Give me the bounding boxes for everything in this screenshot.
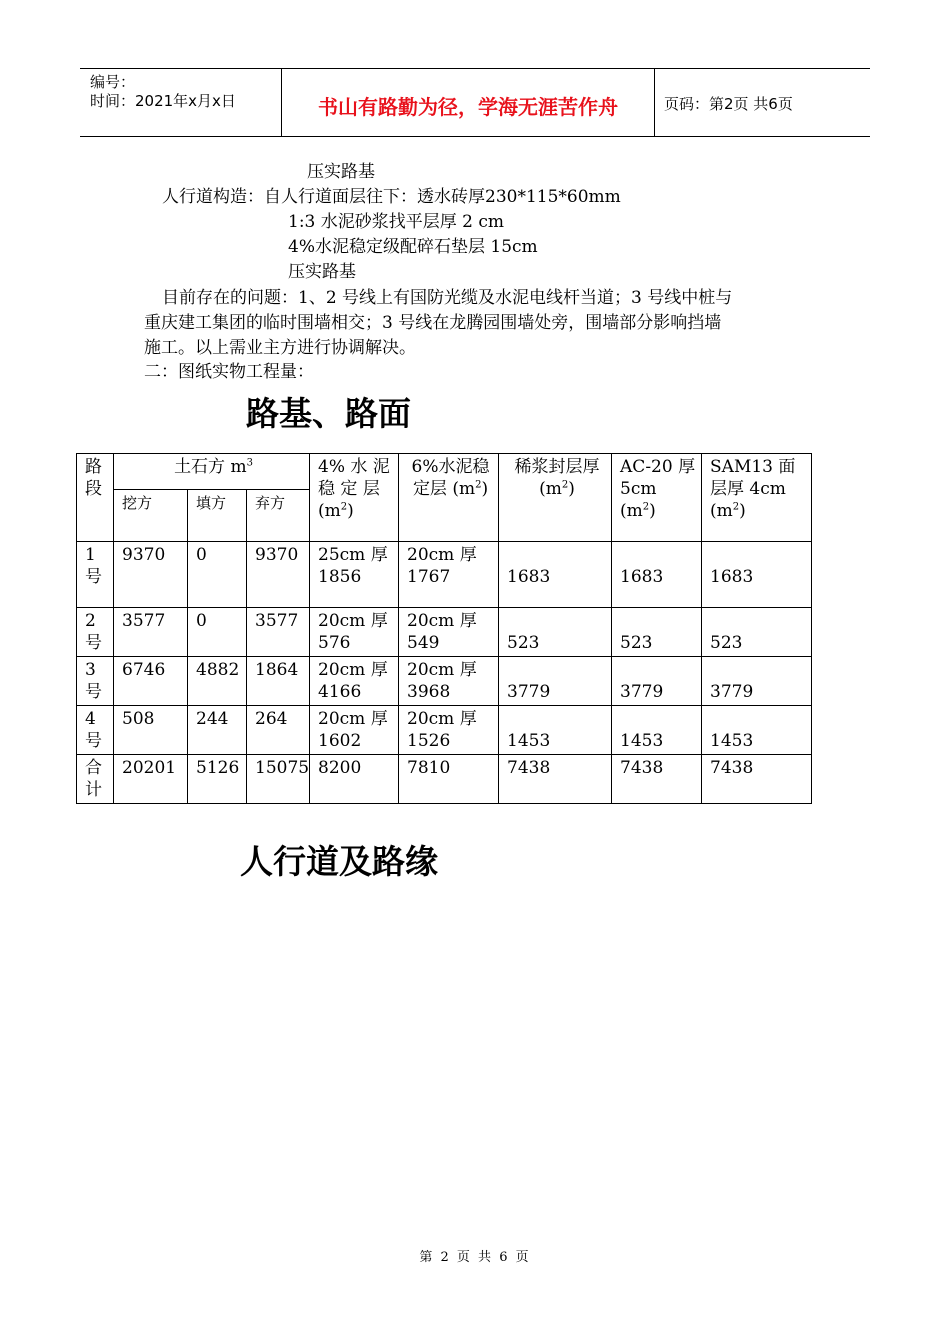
text-line: 二：图纸实物工程量： — [144, 362, 314, 382]
unit-close: ) — [739, 501, 746, 521]
unit-close: ) — [481, 479, 489, 499]
table-row — [77, 706, 812, 755]
cell-fill: 0 — [188, 608, 247, 657]
text-line: 4%水泥稳定级配碎石垫层 15cm — [288, 237, 538, 257]
cell-slurry — [499, 706, 612, 755]
cell-dig: 3577 — [114, 608, 188, 657]
cell-dig: 20201 — [114, 755, 188, 804]
unit-superscript: 2 — [642, 501, 650, 513]
cell-value: 1453 — [507, 731, 551, 751]
cell-cs4: 20cm 厚 1602 — [310, 706, 399, 755]
header-waste: 弃方 — [247, 490, 310, 542]
cell-slurry — [499, 657, 612, 706]
header-earthwork-label: 土石方 m — [174, 457, 247, 477]
cell-slurry: 7438 — [499, 755, 612, 804]
header-cs4 — [310, 454, 399, 542]
cell-fill: 244 — [188, 706, 247, 755]
text-line: 压实路基 — [288, 262, 356, 282]
cell-sam13 — [702, 542, 812, 608]
cell-waste: 264 — [247, 706, 310, 755]
cell-cs6: 20cm 厚 1526 — [399, 706, 499, 755]
header-meta — [90, 73, 236, 111]
cell-road: 4号 — [77, 706, 114, 755]
cell-slurry — [499, 542, 612, 608]
cell-road: 2号 — [77, 608, 114, 657]
cell-cs6: 7810 — [399, 755, 499, 804]
cell-cs4: 20cm 厚 4166 — [310, 657, 399, 706]
cell-value: 3779 — [620, 682, 664, 702]
cell-value: 3779 — [710, 682, 754, 702]
header-cs6 — [399, 454, 499, 542]
unit-superscript: 2 — [561, 479, 569, 491]
cell-waste: 3577 — [247, 608, 310, 657]
unit-superscript: 2 — [732, 501, 740, 513]
header-divider — [654, 69, 655, 136]
header-slurry-label: 稀浆封层厚 (m — [514, 457, 600, 499]
cell-sam13 — [702, 608, 812, 657]
cell-waste: 9370 — [247, 542, 310, 608]
text-line: 1:3 水泥砂浆找平层厚 2 cm — [288, 212, 505, 232]
unit-superscript: 2 — [475, 479, 482, 491]
table-row — [77, 608, 812, 657]
cell-sam13 — [702, 657, 812, 706]
cell-cs6: 20cm 厚 3968 — [399, 657, 499, 706]
cell-cs4: 8200 — [310, 755, 399, 804]
cell-ac20 — [612, 706, 702, 755]
date-label: 时间：2021年x月x日 — [90, 92, 236, 110]
cell-cs4: 20cm 厚 576 — [310, 608, 399, 657]
cell-value: 3779 — [507, 682, 551, 702]
header-page-number: 页码：第2页 共6页 — [664, 95, 793, 113]
cell-cs6: 20cm 厚 1767 — [399, 542, 499, 608]
cell-cs6: 20cm 厚 549 — [399, 608, 499, 657]
cell-slurry — [499, 608, 612, 657]
cell-ac20: 7438 — [612, 755, 702, 804]
page-header — [80, 68, 870, 137]
cell-value: 1683 — [507, 567, 551, 587]
header-dig: 挖方 — [114, 490, 188, 542]
cell-dig: 6746 — [114, 657, 188, 706]
table-row — [77, 657, 812, 706]
cell-sam13 — [702, 706, 812, 755]
cell-sam13: 7438 — [702, 755, 812, 804]
cell-road: 合计 — [77, 755, 114, 804]
cell-road: 1号 — [77, 542, 114, 608]
cell-dig: 9370 — [114, 542, 188, 608]
cell-dig: 508 — [114, 706, 188, 755]
cell-value: 523 — [620, 633, 653, 653]
header-ac20-label: AC-20 厚 5cm (m — [620, 457, 696, 521]
text-line: 压实路基 — [307, 162, 375, 182]
cell-waste: 15075 — [247, 755, 310, 804]
text-line: 重庆建工集团的临时围墙相交；3 号线在龙腾园围墙处旁，围墙部分影响挡墙 — [144, 313, 722, 333]
quantities-table — [76, 453, 812, 804]
cell-value: 1453 — [620, 731, 664, 751]
header-sam13-label: SAM13 面层厚 4cm (m — [710, 457, 796, 521]
section-heading: 人行道及路缘 — [240, 842, 438, 881]
unit-close: ) — [347, 501, 354, 521]
doc-number-label: 编号： — [90, 73, 136, 91]
header-cs6-label: 6%水泥稳定层 (m — [411, 457, 490, 499]
unit-close: ) — [649, 501, 656, 521]
header-road — [77, 454, 114, 542]
cell-ac20 — [612, 542, 702, 608]
cell-road: 3号 — [77, 657, 114, 706]
header-motto: 书山有路勤为径，学海无涯苦作舟 — [318, 95, 618, 119]
cell-value: 1683 — [710, 567, 754, 587]
header-earthwork — [114, 454, 310, 490]
header-sam13 — [702, 454, 812, 542]
unit-close: ) — [568, 479, 575, 499]
cell-value: 1453 — [710, 731, 754, 751]
cell-value: 523 — [710, 633, 743, 653]
table-total-row — [77, 755, 812, 804]
cell-value: 1683 — [620, 567, 664, 587]
header-road-label: 路段 — [85, 457, 102, 499]
text-line: 目前存在的问题：1、2 号线上有国防光缆及水泥电线杆当道；3 号线中桩与 — [162, 288, 733, 308]
cell-fill: 4882 — [188, 657, 247, 706]
unit-superscript: 3 — [246, 457, 253, 469]
header-fill: 填方 — [188, 490, 247, 542]
page-footer: 第 2 页 共 6 页 — [419, 1250, 531, 1265]
cell-waste: 1864 — [247, 657, 310, 706]
header-cs4-label: 4% 水 泥 稳 定 层 (m — [318, 457, 390, 521]
cell-fill: 5126 — [188, 755, 247, 804]
cell-cs4: 25cm 厚 1856 — [310, 542, 399, 608]
table-header-row — [77, 454, 812, 490]
unit-superscript: 2 — [340, 501, 348, 513]
text-line: 施工。以上需业主方进行协调解决。 — [144, 338, 416, 358]
header-ac20 — [612, 454, 702, 542]
table-row — [77, 542, 812, 608]
cell-ac20 — [612, 657, 702, 706]
text-line: 人行道构造：自人行道面层往下：透水砖厚230*115*60mm — [162, 187, 621, 207]
cell-value: 523 — [507, 633, 540, 653]
cell-ac20 — [612, 608, 702, 657]
section-heading: 路基、路面 — [246, 394, 411, 433]
header-slurry — [499, 454, 612, 542]
cell-fill: 0 — [188, 542, 247, 608]
